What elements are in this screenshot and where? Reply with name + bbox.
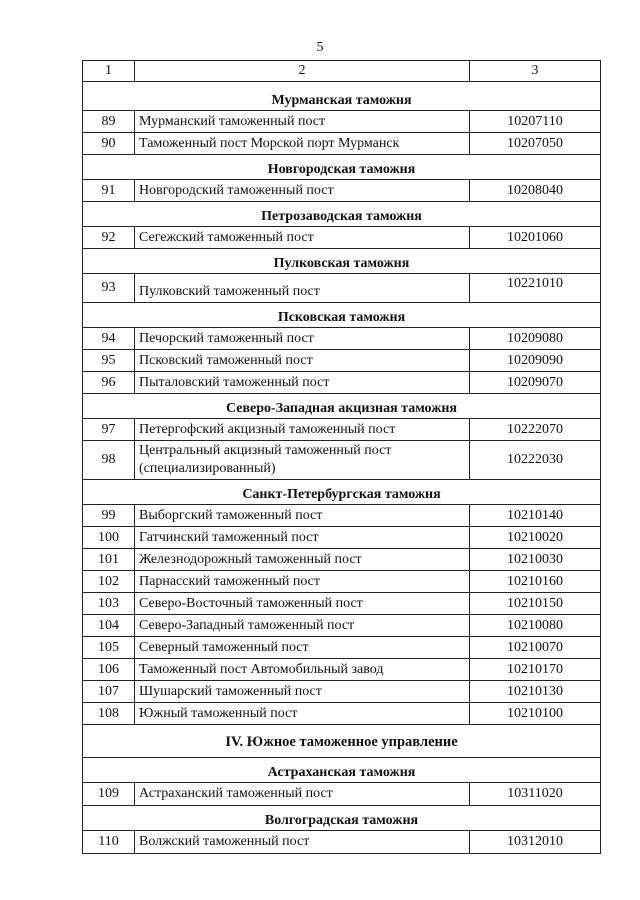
post-code: 10222070: [470, 419, 601, 441]
post-name: Волжский таможенный пост: [135, 831, 470, 854]
post-code: 10210100: [470, 703, 601, 725]
table-row: [83, 328, 601, 350]
post-name: Железнодорожный таможенный пост: [135, 549, 470, 571]
department-title: IV. Южное таможенное управление: [83, 725, 601, 758]
post-code: 10209090: [470, 350, 601, 372]
post-number: 97: [83, 419, 135, 441]
post-name: Таможенный пост Морской порт Мурманск: [135, 133, 470, 155]
post-number: 89: [83, 111, 135, 133]
post-name: Северо-Восточный таможенный пост: [135, 593, 470, 615]
post-name: Петергофский акцизный таможенный пост: [135, 419, 470, 441]
customs-office-title: Пулковская таможня: [83, 249, 601, 274]
table-row: [83, 441, 601, 480]
customs-office-title: Астраханская таможня: [83, 758, 601, 783]
post-number: 104: [83, 615, 135, 637]
customs-office-heading-row: [83, 480, 601, 505]
post-code: 10221010: [470, 274, 601, 303]
customs-office-title: Санкт-Петербургская таможня: [83, 480, 601, 505]
customs-office-heading-row: [83, 202, 601, 227]
table-row: [83, 659, 601, 681]
post-number: 98: [83, 441, 135, 480]
post-name: Печорский таможенный пост: [135, 328, 470, 350]
post-number: 110: [83, 831, 135, 854]
post-name: Северо-Западный таможенный пост: [135, 615, 470, 637]
post-number: 107: [83, 681, 135, 703]
header-col-1: 1: [83, 61, 135, 82]
post-name: Новгородский таможенный пост: [135, 180, 470, 202]
post-code: 10201060: [470, 227, 601, 249]
post-number: 109: [83, 783, 135, 806]
post-code: 10209080: [470, 328, 601, 350]
customs-office-heading-row: [83, 303, 601, 328]
post-name: Мурманский таможенный пост: [135, 111, 470, 133]
table-row: [83, 783, 601, 806]
post-code: 10210070: [470, 637, 601, 659]
post-name: Центральный акцизный таможенный пост (специализированный): [135, 441, 470, 480]
customs-office-heading-row: [83, 82, 601, 111]
page-number: 5: [316, 40, 324, 55]
header-col-3: 3: [470, 61, 601, 82]
table-row: [83, 637, 601, 659]
table-row: [83, 681, 601, 703]
post-number: 108: [83, 703, 135, 725]
post-number: 91: [83, 180, 135, 202]
post-name: Северный таможенный пост: [135, 637, 470, 659]
table-row: [83, 419, 601, 441]
table-row: [83, 505, 601, 527]
post-code: 10210160: [470, 571, 601, 593]
post-number: 102: [83, 571, 135, 593]
customs-office-heading-row: [83, 758, 601, 783]
post-name: Сегежский таможенный пост: [135, 227, 470, 249]
post-code: 10210140: [470, 505, 601, 527]
table-row: [83, 227, 601, 249]
table-row: [83, 133, 601, 155]
post-number: 93: [83, 274, 135, 303]
post-code: 10207050: [470, 133, 601, 155]
customs-office-heading-row: [83, 155, 601, 180]
table-row: [83, 615, 601, 637]
post-number: 90: [83, 133, 135, 155]
table-row: [83, 831, 601, 854]
post-code: 10210080: [470, 615, 601, 637]
table-row: [83, 274, 601, 303]
table-header-row: [83, 61, 601, 82]
post-name: Пулковский таможенный пост: [135, 274, 470, 303]
department-heading-row: [83, 725, 601, 758]
post-code: 10210130: [470, 681, 601, 703]
table-row: [83, 111, 601, 133]
post-code: 10210150: [470, 593, 601, 615]
post-number: 106: [83, 659, 135, 681]
post-number: 100: [83, 527, 135, 549]
post-code: 10311020: [470, 783, 601, 806]
post-code: 10210170: [470, 659, 601, 681]
customs-office-title: Волгоградская таможня: [83, 806, 601, 831]
table-row: [83, 350, 601, 372]
customs-office-heading-row: [83, 806, 601, 831]
table-row: [83, 571, 601, 593]
post-number: 96: [83, 372, 135, 394]
customs-posts-table: [82, 60, 601, 854]
customs-office-title: Новгородская таможня: [83, 155, 601, 180]
post-name: Астраханский таможенный пост: [135, 783, 470, 806]
post-code: 10210030: [470, 549, 601, 571]
post-name: Шушарский таможенный пост: [135, 681, 470, 703]
post-number: 95: [83, 350, 135, 372]
table-row: [83, 527, 601, 549]
customs-office-title: Петрозаводская таможня: [83, 202, 601, 227]
post-code: 10208040: [470, 180, 601, 202]
table-row: [83, 593, 601, 615]
post-code: 10210020: [470, 527, 601, 549]
post-name: Гатчинский таможенный пост: [135, 527, 470, 549]
post-code: 10207110: [470, 111, 601, 133]
table-row: [83, 180, 601, 202]
post-name: Парнасский таможенный пост: [135, 571, 470, 593]
customs-office-title: Северо-Западная акцизная таможня: [83, 394, 601, 419]
post-name: Пыталовский таможенный пост: [135, 372, 470, 394]
customs-office-title: Псковская таможня: [83, 303, 601, 328]
customs-office-heading-row: [83, 394, 601, 419]
post-name: Выборгский таможенный пост: [135, 505, 470, 527]
customs-office-title: Мурманская таможня: [83, 82, 601, 111]
post-code: 10312010: [470, 831, 601, 854]
post-number: 103: [83, 593, 135, 615]
table-row: [83, 703, 601, 725]
post-code: 10222030: [470, 441, 601, 480]
post-name: Южный таможенный пост: [135, 703, 470, 725]
post-number: 92: [83, 227, 135, 249]
table-row: [83, 372, 601, 394]
customs-office-heading-row: [83, 249, 601, 274]
post-number: 105: [83, 637, 135, 659]
header-col-2: 2: [135, 61, 470, 82]
post-number: 99: [83, 505, 135, 527]
table-row: [83, 549, 601, 571]
post-code: 10209070: [470, 372, 601, 394]
post-name: Псковский таможенный пост: [135, 350, 470, 372]
post-number: 94: [83, 328, 135, 350]
post-number: 101: [83, 549, 135, 571]
post-name: Таможенный пост Автомобильный завод: [135, 659, 470, 681]
